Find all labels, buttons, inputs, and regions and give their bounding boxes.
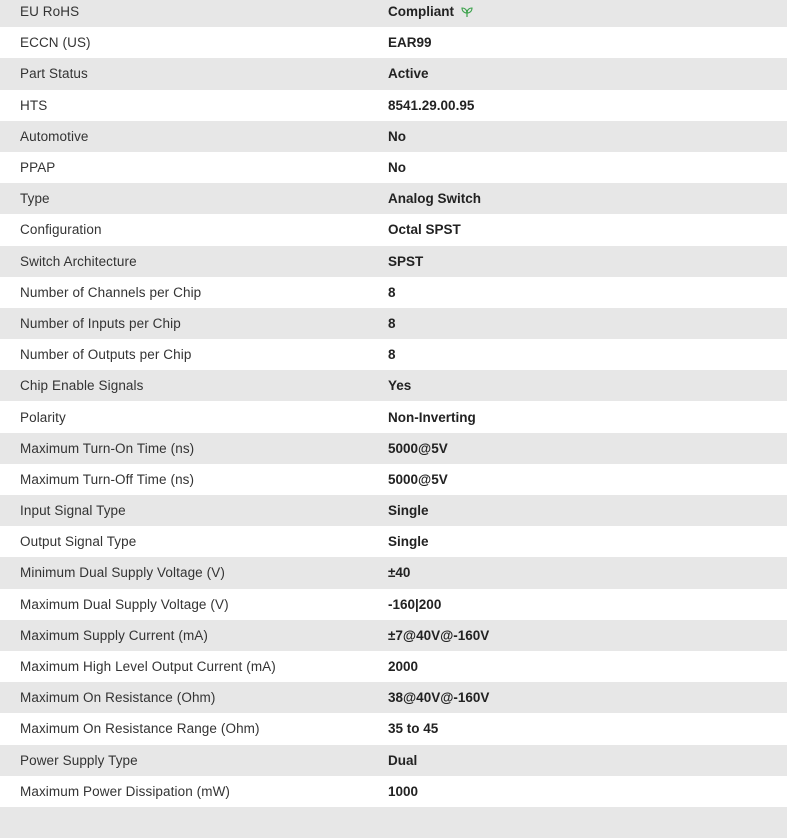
spec-value: 5000@5V (388, 440, 448, 456)
spec-row-ppap (0, 152, 787, 183)
spec-label: Maximum Power Dissipation (mW) (20, 783, 231, 799)
spec-label: Input Signal Type (20, 503, 126, 519)
spec-value: 38@40V@-160V (388, 690, 490, 706)
spec-label: Number of Outputs per Chip (20, 347, 192, 363)
spec-row-max-dual-supply (0, 589, 787, 620)
spec-label: ECCN (US) (20, 35, 91, 51)
spec-value: -160|200 (388, 596, 442, 612)
spec-label: Maximum Turn-Off Time (ns) (20, 471, 195, 487)
spec-value-cell (388, 4, 787, 19)
spec-value: 8 (388, 315, 396, 331)
spec-row-eccn (0, 27, 787, 58)
spec-row-configuration (0, 214, 787, 245)
spec-value: 1000 (388, 783, 419, 799)
spec-value: 35 to 45 (388, 721, 439, 737)
spec-row-hts (0, 90, 787, 121)
spec-label: HTS (20, 97, 48, 113)
spec-value: ±40 (388, 565, 411, 581)
spec-row-outputs (0, 339, 787, 370)
spec-row-output-signal-type (0, 526, 787, 557)
spec-value: 5000@5V (388, 471, 448, 487)
spec-row-automotive (0, 121, 787, 152)
spec-row-eu-rohs (0, 0, 787, 27)
spec-label: Maximum Turn-On Time (ns) (20, 440, 195, 456)
spec-label: Part Status (20, 66, 88, 82)
spec-value: Active (388, 66, 429, 82)
spec-label: Number of Inputs per Chip (20, 315, 181, 331)
spec-label: EU RoHS (20, 4, 80, 20)
spec-value: Non-Inverting (388, 409, 476, 425)
spec-label: Minimum Dual Supply Voltage (V) (20, 565, 225, 581)
spec-value: SPST (388, 253, 424, 269)
spec-row-switch-architecture (0, 246, 787, 277)
spec-value: Single (388, 534, 429, 550)
spec-label: Output Signal Type (20, 534, 137, 550)
spec-row-max-high-output-current (0, 651, 787, 682)
spec-row-power-supply-type (0, 745, 787, 776)
spec-label: Maximum On Resistance (Ohm) (20, 690, 216, 706)
spec-label: Automotive (20, 128, 89, 144)
spec-value: No (388, 128, 406, 144)
spec-row-turn-off-time (0, 464, 787, 495)
spec-row-turn-on-time (0, 433, 787, 464)
spec-label: Chip Enable Signals (20, 378, 144, 394)
spec-label: Maximum On Resistance Range (Ohm) (20, 721, 260, 737)
spec-value: Single (388, 503, 429, 519)
spec-value: 8541.29.00.95 (388, 97, 475, 113)
spec-row-inputs (0, 308, 787, 339)
spec-label: Power Supply Type (20, 752, 138, 768)
spec-row-max-supply-current (0, 620, 787, 651)
spec-value: Octal SPST (388, 222, 461, 238)
spec-value: Compliant (388, 4, 454, 20)
leaf-icon (460, 5, 474, 19)
spec-value: 8 (388, 284, 396, 300)
spec-label: Maximum Supply Current (mA) (20, 627, 208, 643)
spec-value: Analog Switch (388, 191, 482, 207)
spec-value: EAR99 (388, 35, 432, 51)
spec-row-polarity (0, 401, 787, 432)
spec-row-on-resistance-range (0, 713, 787, 744)
spec-row-part-status (0, 58, 787, 89)
spec-label: Switch Architecture (20, 253, 137, 269)
spec-label: Configuration (20, 222, 102, 238)
spec-row-channels (0, 277, 787, 308)
spec-row-type (0, 183, 787, 214)
spec-row-max-on-resistance (0, 682, 787, 713)
spec-value: Yes (388, 378, 412, 394)
spec-label: Polarity (20, 409, 66, 425)
spec-value: Dual (388, 752, 418, 768)
spec-label: Maximum High Level Output Current (mA) (20, 659, 276, 675)
spec-label: PPAP (20, 160, 56, 176)
spec-row-min-dual-supply (0, 557, 787, 588)
spec-row-input-signal-type (0, 495, 787, 526)
spec-label: Number of Channels per Chip (20, 284, 202, 300)
spec-value: 2000 (388, 659, 419, 675)
spec-row-chip-enable (0, 370, 787, 401)
spec-value: ±7@40V@-160V (388, 627, 490, 643)
spec-label: Maximum Dual Supply Voltage (V) (20, 596, 229, 612)
spec-value: No (388, 160, 406, 176)
spec-row-max-power-dissipation (0, 776, 787, 807)
spec-label: Type (20, 191, 50, 207)
spec-value: 8 (388, 347, 396, 363)
spec-row-partial (0, 807, 787, 838)
